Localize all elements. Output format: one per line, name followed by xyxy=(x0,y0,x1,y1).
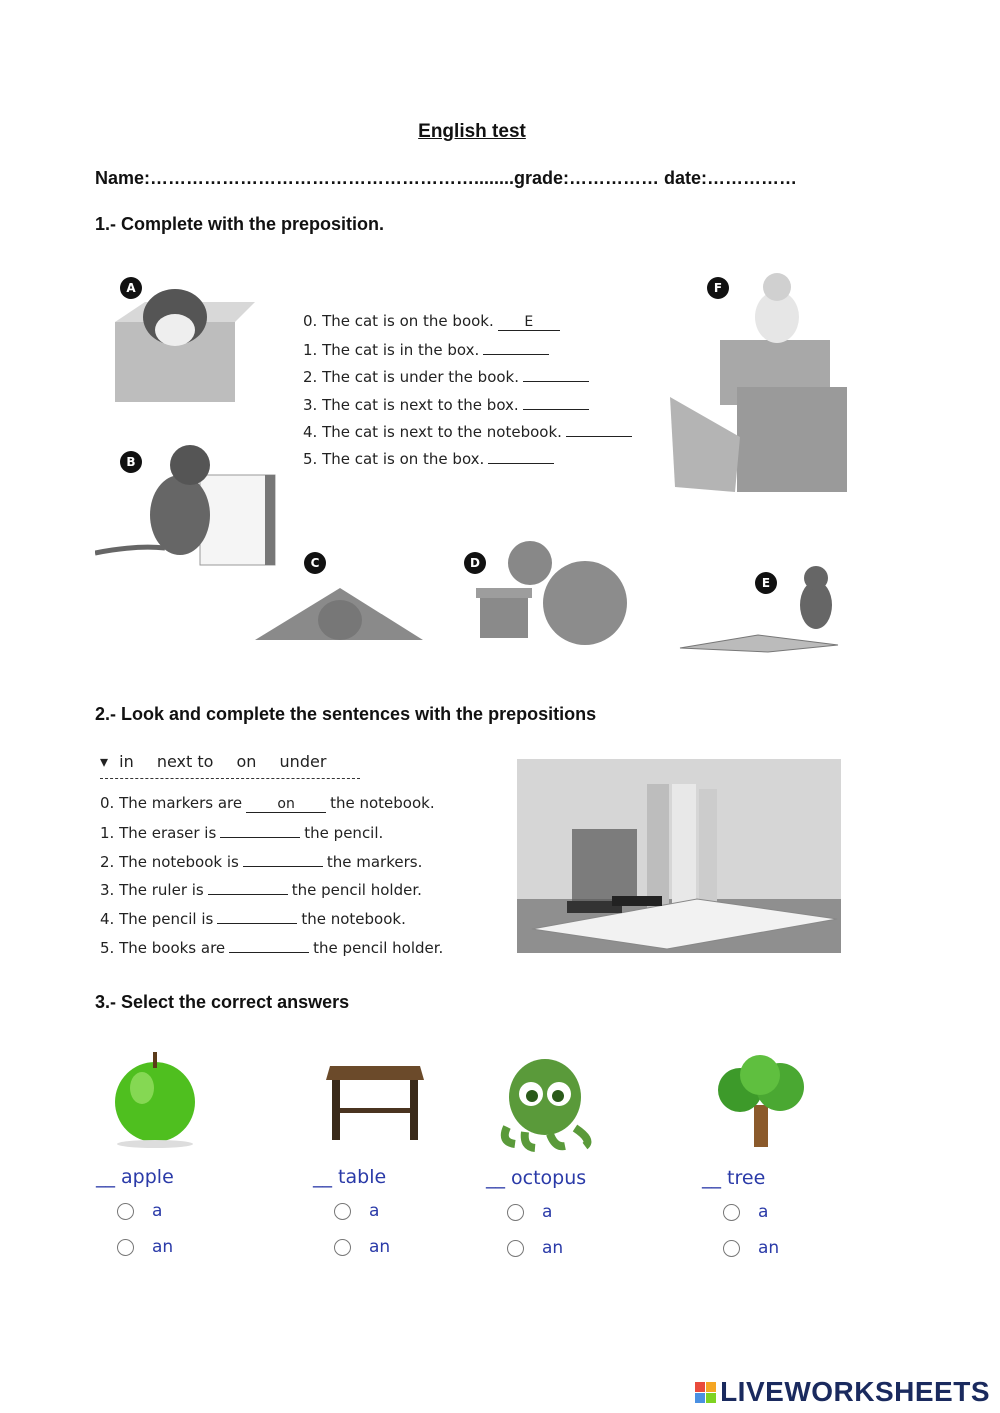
option-label: a xyxy=(152,1201,163,1221)
s2-sentence-4 xyxy=(100,909,406,928)
s2-sentence-3-before: 3. The ruler is xyxy=(100,881,204,899)
s2-sentence-5-before: 5. The books are xyxy=(100,939,226,957)
s2-answer-2[interactable] xyxy=(243,852,323,867)
s1-sentence-1-text: 1. The cat is in the box. xyxy=(303,341,480,359)
s2-sentence-2 xyxy=(100,852,422,871)
item-tree-option-a[interactable] xyxy=(723,1202,768,1222)
radio-table-a[interactable] xyxy=(334,1203,351,1220)
option-label: a xyxy=(542,1202,553,1222)
s2-sentence-2-after: the markers. xyxy=(326,853,423,871)
name-grade-date-line: Name:………………………………………………........grade:…………… date:…………… xyxy=(95,168,798,188)
marker-d: D xyxy=(464,552,486,574)
item-tree-option-an[interactable] xyxy=(723,1238,779,1258)
s2-sentence-0-after: the notebook. xyxy=(330,794,435,812)
desk-objects-image xyxy=(517,759,841,953)
option-label: an xyxy=(369,1237,391,1257)
s2-answer-1[interactable] xyxy=(220,823,300,838)
s2-sentence-5 xyxy=(100,938,443,957)
radio-octopus-a[interactable] xyxy=(507,1204,524,1221)
logo-icon xyxy=(695,1382,716,1403)
s1-sentence-0 xyxy=(303,312,564,331)
item-table-label: __ table xyxy=(313,1166,387,1188)
radio-table-an[interactable] xyxy=(334,1239,351,1256)
item-octopus-option-a[interactable] xyxy=(507,1202,552,1222)
liveworksheets-logo xyxy=(695,1376,990,1408)
s2-sentence-1-before: 1. The eraser is xyxy=(100,824,217,842)
option-label: a xyxy=(369,1201,380,1221)
item-apple-label: __ apple xyxy=(96,1166,174,1188)
cat-next-to-box-image xyxy=(460,528,635,653)
page-title: English test xyxy=(418,121,526,142)
word-bank-item: under xyxy=(279,752,327,771)
s1-sentence-4-text: 4. The cat is next to the notebook. xyxy=(303,423,562,441)
radio-octopus-an[interactable] xyxy=(507,1240,524,1257)
section2-heading: 2.- Look and complete the sentences with the prepositions xyxy=(95,704,597,724)
cat-in-box-image xyxy=(95,262,275,412)
item-apple-option-an[interactable] xyxy=(117,1237,173,1257)
word-bank-item: next to xyxy=(156,752,214,771)
item-tree-label: __ tree xyxy=(702,1167,766,1189)
octopus-image xyxy=(495,1052,600,1152)
s2-answer-5[interactable] xyxy=(229,938,309,953)
marker-b: B xyxy=(120,451,142,473)
s1-answer-2[interactable] xyxy=(523,367,589,382)
section1-heading: 1.- Complete with the preposition. xyxy=(95,214,385,234)
s1-sentence-3 xyxy=(303,395,593,414)
item-table-option-an[interactable] xyxy=(334,1237,390,1257)
word-bank-item: in xyxy=(119,752,134,771)
s2-sentence-4-before: 4. The pencil is xyxy=(100,910,214,928)
s2-answer-0[interactable]: on xyxy=(246,798,326,813)
s2-sentence-4-after: the notebook. xyxy=(301,910,406,928)
s1-answer-4[interactable] xyxy=(566,422,632,437)
s2-sentence-0-before: 0. The markers are xyxy=(100,794,243,812)
s1-sentence-0-text: 0. The cat is on the book. xyxy=(303,312,494,330)
item-table-option-a[interactable] xyxy=(334,1201,379,1221)
option-label: an xyxy=(542,1238,564,1258)
word-bank-item: on xyxy=(236,752,257,771)
s1-answer-0[interactable]: E xyxy=(498,316,560,331)
s2-sentence-0 xyxy=(100,794,435,813)
marker-f: F xyxy=(707,277,729,299)
word-bank-pin-icon: ▾ xyxy=(100,752,109,771)
s1-answer-1[interactable] xyxy=(483,340,549,355)
s1-sentence-5 xyxy=(303,449,558,468)
word-bank xyxy=(100,752,360,779)
option-label: a xyxy=(758,1202,769,1222)
radio-apple-a[interactable] xyxy=(117,1203,134,1220)
item-octopus-option-an[interactable] xyxy=(507,1238,563,1258)
s2-answer-4[interactable] xyxy=(217,909,297,924)
table-image xyxy=(322,1058,427,1143)
s2-sentence-5-after: the pencil holder. xyxy=(313,939,444,957)
s2-sentence-1 xyxy=(100,823,383,842)
radio-tree-an[interactable] xyxy=(723,1240,740,1257)
item-octopus-label: __ octopus xyxy=(486,1167,587,1189)
cat-on-boxes-image xyxy=(665,262,855,494)
s1-sentence-1 xyxy=(303,340,553,359)
option-label: an xyxy=(152,1237,174,1257)
radio-tree-a[interactable] xyxy=(723,1204,740,1221)
s1-sentence-3-text: 3. The cat is next to the box. xyxy=(303,396,519,414)
tree-image xyxy=(710,1055,815,1150)
cat-on-book-image xyxy=(678,560,853,655)
option-label: an xyxy=(758,1238,780,1258)
section3-heading: 3.- Select the correct answers xyxy=(95,992,350,1012)
s2-sentence-2-before: 2. The notebook is xyxy=(100,853,239,871)
marker-a: A xyxy=(120,277,142,299)
marker-e: E xyxy=(755,572,777,594)
logo-text: LIVEWORKSHEETS xyxy=(720,1376,990,1407)
s2-sentence-3-after: the pencil holder. xyxy=(291,881,422,899)
s1-sentence-2 xyxy=(303,367,593,386)
s1-sentence-2-text: 2. The cat is under the book. xyxy=(303,368,519,386)
s1-sentence-4 xyxy=(303,422,636,441)
s2-answer-3[interactable] xyxy=(208,880,288,895)
item-apple-option-a[interactable] xyxy=(117,1201,162,1221)
s1-answer-3[interactable] xyxy=(523,395,589,410)
radio-apple-an[interactable] xyxy=(117,1239,134,1256)
apple-image xyxy=(112,1048,202,1148)
marker-c: C xyxy=(304,552,326,574)
s2-sentence-1-after: the pencil. xyxy=(304,824,384,842)
s1-sentence-5-text: 5. The cat is on the box. xyxy=(303,450,485,468)
cat-under-book-image xyxy=(255,548,425,648)
s1-answer-5[interactable] xyxy=(488,449,554,464)
s2-sentence-3 xyxy=(100,880,422,899)
